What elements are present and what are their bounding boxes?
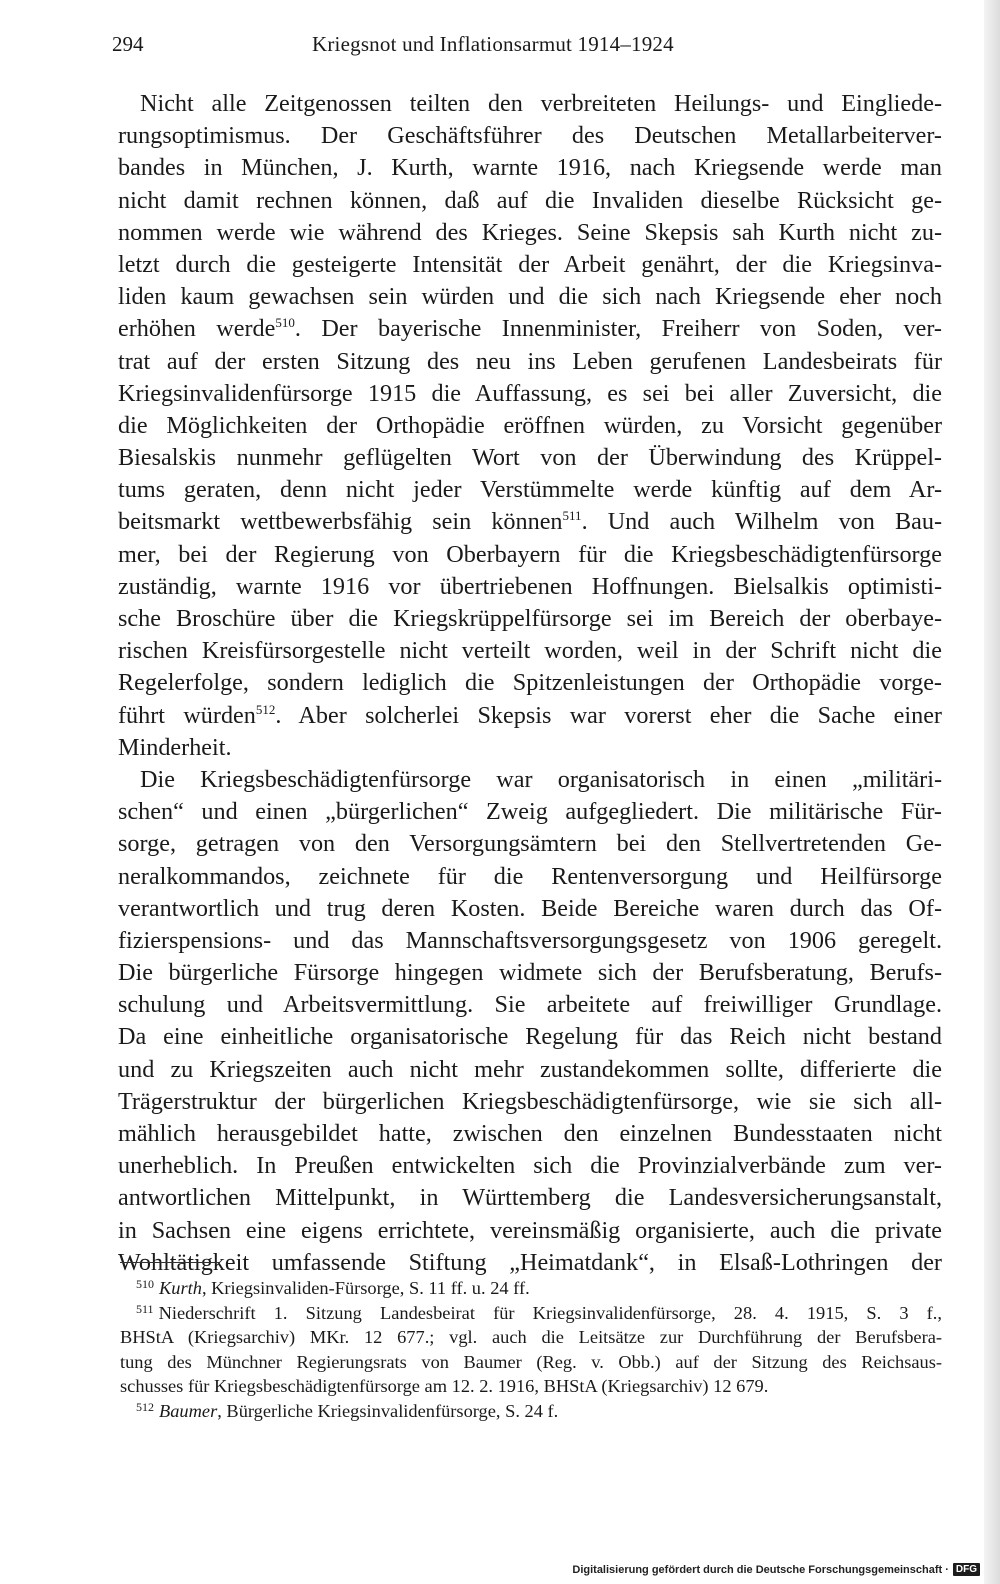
footnote-line: BHStA (Kriegsarchiv) MKr. 12 677.; vgl. auch die Leitsätze zur Durchführung der Berufsbera-	[120, 1327, 942, 1347]
text-line: Minderheit.	[118, 733, 232, 761]
text-line	[118, 700, 942, 732]
text-segment: . Und auch Wilhelm von Bau-	[581, 508, 942, 536]
text-segment: erhöhen werde	[118, 315, 276, 343]
text-line: Biesalskis nunmehr geflügelten Wort von der Überwindung des Krüppel-	[118, 444, 942, 472]
footnote-number: 511	[136, 1301, 154, 1316]
funding-text: Digitalisierung gefördert durch die Deutsche Forschungsgemeinschaft ·	[572, 1563, 949, 1576]
footnote-text: Niederschrift 1. Sitzung Landesbeirat für Kriegsinvalidenfürsorge, 28. 4. 1915, S. 3 f.,	[158, 1302, 942, 1323]
text-line: Da eine einheitliche organisatorische Regelung für das Reich nicht bestand	[118, 1023, 942, 1051]
text-segment: . Aber solcherlei Skepsis war vorerst eher die Sache einer	[275, 701, 942, 729]
text-line	[118, 313, 942, 345]
text-line: rischen Kreisfürsorgestelle nicht verteilt worden, weil in der Schrift nicht die	[118, 637, 942, 665]
text-line: neralkommandos, zeichnete für die Rentenversorgung und Heilfürsorge	[118, 862, 942, 890]
text-line: schulung und Arbeitsvermittlung. Sie arbeitete auf freiwilliger Grundlage.	[118, 991, 942, 1019]
text-line: antwortlichen Mittelpunkt, in Württemberg die Landesversicherungsanstalt,	[118, 1184, 942, 1212]
text-line: rungsoptimismus. Der Geschäftsführer des Deutschen Metallarbeiterver-	[118, 122, 942, 150]
footnote-separator	[120, 1262, 220, 1263]
text-line: Kriegsinvalidenfürsorge 1915 die Auffassung, es sei bei aller Zuversicht, die	[118, 379, 942, 407]
running-title: Kriegsnot und Inflationsarmut 1914–1924	[312, 32, 674, 56]
footnote-512	[120, 1399, 942, 1424]
text-line: sche Broschüre über die Kriegskrüppelfürsorge sei im Bereich der oberbaye-	[118, 605, 942, 632]
text-line: Nicht alle Zeitgenossen teilten den verbreiteten Heilungs- und Eingliede-	[140, 90, 942, 117]
text-segment: führt würden	[118, 701, 256, 729]
paragraph-1	[118, 88, 942, 764]
text-line: die Möglichkeiten der Orthopädie eröffnen würden, zu Vorsicht gegenüber	[118, 411, 942, 439]
footnote-author: Kurth	[159, 1278, 202, 1298]
footnote-ref-512[interactable]: 512	[255, 701, 276, 717]
text-line: trat auf der ersten Sitzung des neu ins Leben gerufenen Landesbeirats für	[118, 347, 942, 375]
footnote-line: tung des Münchner Regierungsrats von Baumer (Reg. v. Obb.) auf der Sitzung des Reichsaus-	[120, 1351, 942, 1372]
dfg-logo-icon: DFG	[953, 1563, 980, 1576]
text-line: und zu Kriegszeiten auch nicht mehr zustandekommen sollte, differierte die	[118, 1055, 942, 1083]
page-edge	[984, 0, 1000, 1584]
text-line: letzt durch die gesteigerte Intensität der Arbeit genährt, der die Kriegsinva-	[118, 250, 942, 278]
text-segment: beitsmarkt wettbewerbsfähig sein können	[118, 508, 563, 536]
footnote-line: schusses für Kriegsbeschädigtenfürsorge am 12. 2. 1916, BHStA (Kriegsarchiv) 12 679.	[120, 1376, 769, 1396]
text-line: Die bürgerliche Fürsorge hingegen widmete sich der Berufsberatung, Berufs-	[118, 959, 942, 987]
text-line: nicht damit rechnen können, daß auf die Invaliden dieselbe Rücksicht ge-	[118, 186, 942, 214]
footnote-text: , Bürgerliche Kriegsinvalidenfürsorge, S. 24 f.	[217, 1400, 559, 1421]
text-line: mählich herausgebildet hatte, zwischen den einzelnen Bundesstaaten nicht	[118, 1120, 942, 1147]
footnote-ref-511[interactable]: 511	[562, 508, 582, 524]
text-line: liden kaum gewachsen sein würden und die sich nach Kriegsende eher noch	[118, 283, 942, 311]
text-line: Trägerstruktur der bürgerlichen Kriegsbeschädigtenfürsorge, wie sie sich all-	[118, 1087, 942, 1115]
text-line: fizierspensions- und das Mannschaftsversorgungsgesetz von 1906 geregelt.	[118, 926, 942, 954]
paragraph-2	[118, 764, 942, 1279]
page-number: 294	[112, 32, 144, 56]
text-line: tums geraten, denn nicht jeder Verstümmelte werde künftig auf dem Ar-	[118, 476, 942, 504]
text-line: in Sachsen eine eigens errichtete, vereinsmäßig organisierte, auch die private	[118, 1216, 942, 1244]
running-header	[112, 30, 942, 58]
text-line: unerheblich. In Preußen entwickelten sich die Provinzialverbände zum ver-	[118, 1152, 942, 1180]
text-line: mer, bei der Regierung von Oberbayern für die Kriegsbeschädigtenfürsorge	[118, 540, 942, 568]
text-line: Die Kriegsbeschädigtenfürsorge war organisatorisch in einen „militäri-	[140, 765, 942, 793]
text-line: Regelerfolge, sondern lediglich die Spitzenleistungen der Orthopädie vorge-	[118, 669, 942, 697]
funding-notice	[572, 1563, 980, 1576]
text-line: nommen werde wie während des Krieges. Seine Skepsis sah Kurth nicht zu-	[118, 218, 942, 246]
text-line: schen“ und einen „bürgerlichen“ Zweig aufgegliedert. Die militärische Für-	[118, 798, 942, 826]
text-line: Wohltätigkeit umfassende Stiftung „Heimatdank“, in Elsaß-Lothringen der	[118, 1248, 942, 1276]
text-line: bandes in München, J. Kurth, warnte 1916, nach Kriegsende werde man	[118, 154, 942, 182]
text-line: verantwortlich und trug deren Kosten. Beide Bereiche waren durch das Of-	[118, 894, 942, 922]
footnote-510	[120, 1276, 942, 1301]
text-line: zuständig, warnte 1916 vor übertriebenen Hoffnungen. Bielsalkis optimisti-	[118, 572, 942, 600]
footnote-number: 512	[136, 1399, 154, 1414]
text-segment: . Der bayerische Innenminister, Freiherr von Soden, ver-	[294, 315, 942, 343]
footnotes	[120, 1276, 942, 1423]
footnote-number: 510	[136, 1277, 154, 1291]
text-line: sorge, getragen von den Versorgungsämtern bei den Stellvertretenden Ge-	[118, 830, 942, 858]
footnote-text: , Kriegsinvaliden-Fürsorge, S. 11 ff. u. 24 ff.	[201, 1278, 530, 1298]
body-text	[118, 88, 942, 1279]
footnote-author: Baumer	[159, 1400, 218, 1421]
footnote-ref-510[interactable]: 510	[275, 315, 295, 331]
footnote-511	[120, 1301, 942, 1326]
text-line	[118, 506, 942, 538]
